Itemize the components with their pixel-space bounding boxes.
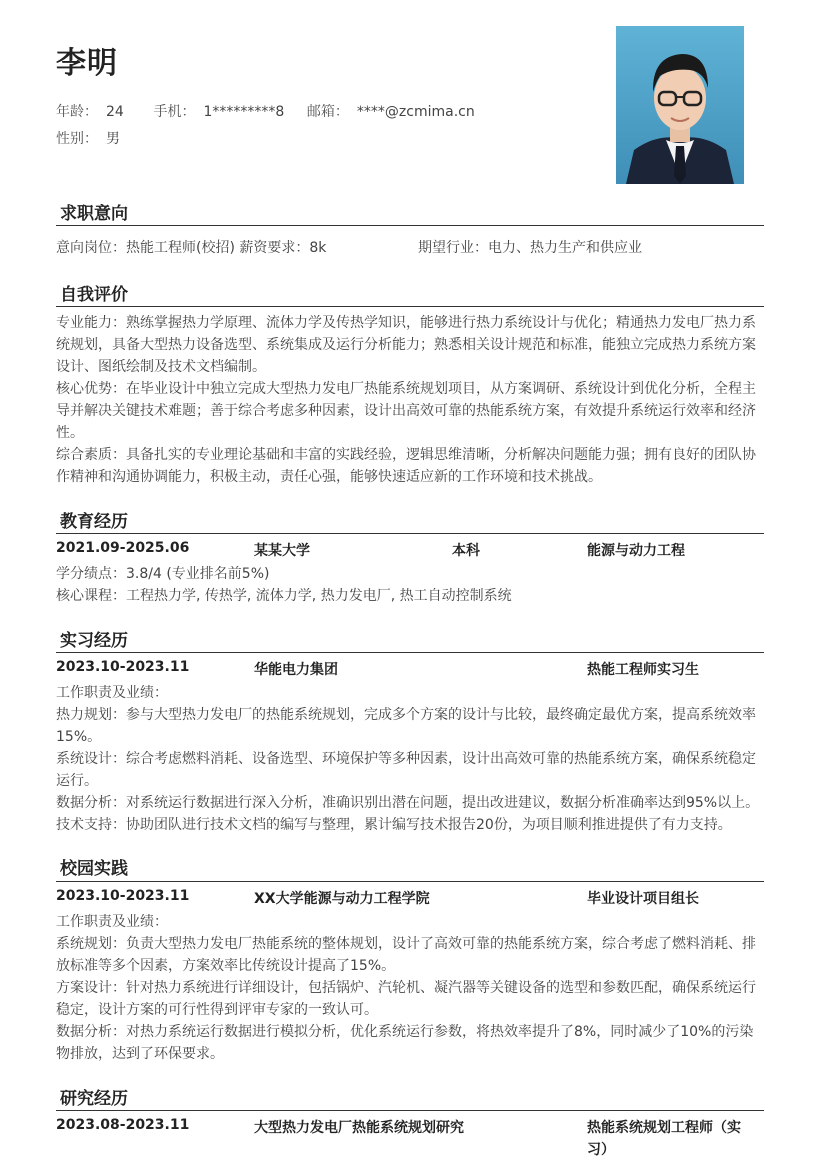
internship-details: [56, 682, 766, 836]
internship-detail-line: 数据分析：对系统运行数据进行深入分析，准确识别出潜在问题，提出改进建议，数据分析准确率达到95%以上。: [56, 795, 760, 811]
campus-period: 2023.10-2023.11: [56, 888, 190, 904]
research-role: 热能系统规划工程师（实习）: [587, 1120, 741, 1158]
phone-value: 1*********8: [203, 104, 285, 120]
gender-value: 男: [106, 131, 120, 147]
internship-detail-line: 热力规划：参与大型热力发电厂的热能系统规划，完成多个方案的设计与比较，最终确定最优方案，提高系统效率15%。: [56, 707, 756, 745]
section-title-campus: 校园实践: [60, 859, 128, 879]
education-detail-line: 核心课程：工程热力学, 传热学, 流体力学, 热力发电厂, 热工自动控制系统: [56, 588, 512, 604]
education-degree: 本科: [452, 543, 480, 559]
section-title-education: 教育经历: [60, 512, 128, 532]
section-title-research: 研究经历: [60, 1089, 128, 1109]
campus-org: XX大学能源与动力工程学院: [254, 891, 430, 907]
internship-company: 华能电力集团: [254, 662, 338, 678]
self-eval-paragraph: 专业能力：熟练掌握热力学原理、流体力学及传热学知识，能够进行热力系统设计与优化；精通热力发电厂热力系统规划，具备大型热力设备选型、系统集成及运行分析能力；熟悉相关设计规范和标准，能独立完成热力系统方案设计、图纸绘制及技术文档编制。: [56, 315, 756, 375]
email-item: [307, 101, 475, 121]
section-title-job-intent: 求职意向: [60, 204, 128, 224]
profile-photo-image: [616, 26, 744, 184]
section-divider: [56, 652, 764, 653]
internship-role: 热能工程师实习生: [587, 662, 699, 678]
internship-header-row: [56, 659, 766, 681]
self-eval-paragraph: 综合素质：具备扎实的专业理论基础和丰富的实践经验，逻辑思维清晰，分析解决问题能力强；拥有良好的团队协作精神和沟通协调能力，积极主动，责任心强，能够快速适应新的工作环境和技术挑战。: [56, 447, 756, 485]
self-eval-text: [56, 312, 766, 488]
campus-header-row: [56, 888, 766, 910]
research-period: 2023.08-2023.11: [56, 1117, 190, 1133]
education-details: [56, 563, 766, 607]
section-title-internship: 实习经历: [60, 631, 128, 651]
section-divider: [56, 306, 764, 307]
research-project: 大型热力发电厂热能系统规划研究: [254, 1120, 464, 1136]
phone-item: [153, 101, 302, 121]
campus-detail-line: 工作职责及业绩：: [56, 914, 168, 930]
campus-detail-line: 方案设计：针对热力系统进行详细设计，包括锅炉、汽轮机、凝汽器等关键设备的选型和参数匹配，确保系统运行稳定，设计方案的可行性得到评审专家的一致认可。: [56, 980, 756, 1018]
phone-label: 手机：: [153, 104, 196, 120]
research-header-row: [56, 1117, 766, 1158]
section-divider: [56, 881, 764, 882]
internship-detail-line: 系统设计：综合考虑燃料消耗、设备选型、环境保护等多种因素，设计出高效可靠的热能系统方案，确保系统稳定运行。: [56, 751, 756, 789]
profile-photo: [616, 26, 744, 184]
basic-info-row-1: [56, 101, 475, 121]
resume-name: 李明: [56, 46, 118, 81]
campus-detail-line: 数据分析：对热力系统运行数据进行模拟分析，优化系统运行参数，将热效率提升了8%，同时减少了10%的污染物排放，达到了环保要求。: [56, 1024, 754, 1062]
job-intent-position: 意向岗位：热能工程师(校招) 薪资要求：8k: [56, 240, 327, 256]
internship-period: 2023.10-2023.11: [56, 659, 190, 675]
education-school: 某某大学: [254, 543, 310, 559]
education-header-row: [56, 540, 766, 562]
email-value: ****@zcmima.cn: [356, 104, 475, 120]
internship-detail-line: 工作职责及业绩：: [56, 685, 168, 701]
education-period: 2021.09-2025.06: [56, 540, 190, 556]
basic-info-row-2: [56, 128, 120, 148]
email-label: 邮箱：: [306, 104, 349, 120]
gender-label: 性别：: [56, 131, 98, 147]
campus-detail-line: 系统规划：负责大型热力发电厂热能系统的整体规划，设计了高效可靠的热能系统方案，综合考虑了燃料消耗、排放标准等多个因素，方案效率比传统设计提高了15%。: [56, 936, 756, 974]
age-label: 年龄：: [56, 104, 98, 120]
section-title-self-eval: 自我评价: [60, 285, 128, 305]
section-divider: [56, 225, 764, 226]
internship-detail-line: 技术支持：协助团队进行技术文档的编写与整理，累计编写技术报告20份，为项目顺利推进提供了有力支持。: [56, 817, 732, 833]
section-divider: [56, 533, 764, 534]
section-divider: [56, 1110, 764, 1111]
age-value: 24: [106, 104, 124, 120]
self-eval-paragraph: 核心优势：在毕业设计中独立完成大型热力发电厂热能系统规划项目，从方案调研、系统设计到优化分析，全程主导并解决关键技术难题；善于综合考虑多种因素，设计出高效可靠的热能系统方案，有效提升系统运行效率和经济性。: [56, 381, 756, 441]
campus-role: 毕业设计项目组长: [587, 891, 699, 907]
campus-details: [56, 911, 766, 1065]
job-intent-industry: 期望行业：电力、热力生产和供应业: [418, 240, 642, 256]
age-item: [56, 101, 149, 121]
education-detail-line: 学分绩点：3.8/4 (专业排名前5%): [56, 566, 270, 582]
education-major: 能源与动力工程: [587, 543, 685, 559]
